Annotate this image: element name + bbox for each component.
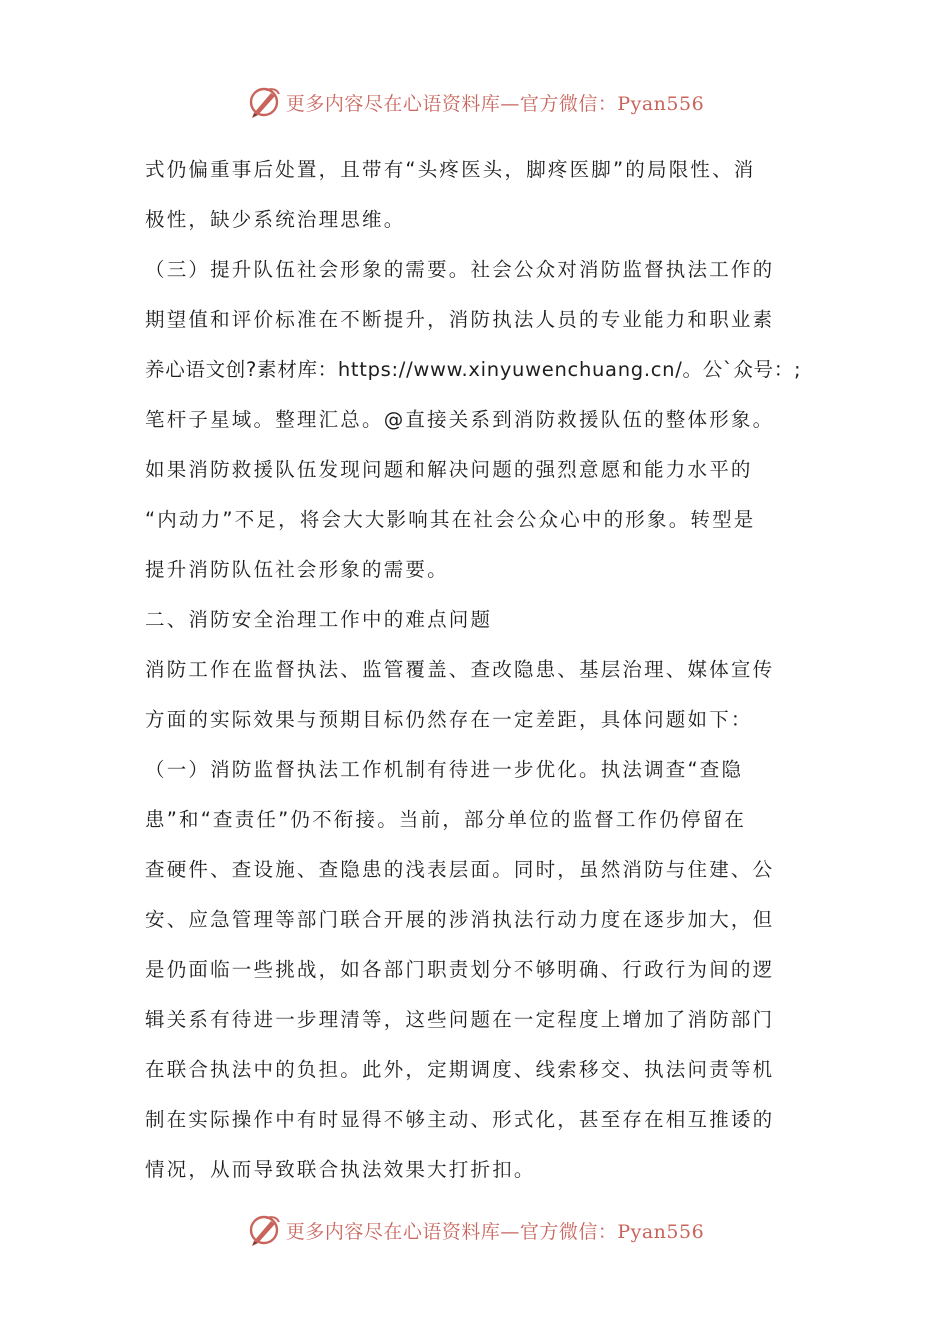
text-line: （一）消防监督执法工作机制有待进一步优化。执法调查“查隐 bbox=[145, 758, 744, 781]
text-line: 式仍偏重事后处置，且带有“头疼医头，脚疼医脚”的局限性、消 bbox=[145, 158, 756, 181]
text-line: 消防工作在监督执法、监管覆盖、查改隐患、基层治理、媒体宣传 bbox=[145, 658, 775, 681]
text-line: 患”和“查责任”仍不衔接。当前，部分单位的监督工作仍停留在 bbox=[145, 808, 747, 831]
text-line: 制在实际操作中有时显得不够主动、形式化，甚至存在相互推诿的 bbox=[145, 1108, 775, 1131]
pen-logo-icon bbox=[246, 84, 282, 120]
text-line: 笔杆子星域。整理汇总。@直接关系到消防救援队伍的整体形象。 bbox=[145, 408, 775, 431]
text-line: 极性，缺少系统治理思维。 bbox=[145, 208, 406, 231]
text-line: 方面的实际效果与预期目标仍然存在一定差距，具体问题如下： bbox=[145, 708, 753, 731]
footer-watermark-text: 更多内容尽在心语资料库—官方微信：Pyan556 bbox=[285, 1220, 705, 1243]
text-line: 辑关系有待进一步理清等，这些问题在一定程度上增加了消防部门 bbox=[145, 1008, 775, 1031]
section-heading: 二、消防安全治理工作中的难点问题 bbox=[145, 608, 493, 631]
pen-logo-icon bbox=[246, 1212, 282, 1248]
text-line: 是仍面临一些挑战，如各部门职责划分不够明确、行政行为间的逻 bbox=[145, 958, 775, 981]
header-watermark bbox=[0, 80, 950, 124]
text-line: “内动力”不足，将会大大影响其在社会公众心中的形象。转型是 bbox=[145, 508, 756, 531]
text-line: 在联合执法中的负担。此外，定期调度、线索移交、执法问责等机 bbox=[145, 1058, 775, 1081]
footer-watermark bbox=[0, 1208, 950, 1252]
text-line: 提升消防队伍社会形象的需要。 bbox=[145, 558, 449, 581]
text-line: 情况，从而导致联合执法效果大打折扣。 bbox=[145, 1158, 536, 1181]
text-line: 期望值和评价标准在不断提升，消防执法人员的专业能力和职业素 bbox=[145, 308, 775, 331]
header-watermark-text: 更多内容尽在心语资料库—官方微信：Pyan556 bbox=[285, 92, 705, 115]
text-line: 如果消防救援队伍发现问题和解决问题的强烈意愿和能力水平的 bbox=[145, 458, 753, 481]
document-body bbox=[145, 148, 810, 1198]
text-line: 安、应急管理等部门联合开展的涉消执法行动力度在逐步加大，但 bbox=[145, 908, 775, 931]
text-line: （三）提升队伍社会形象的需要。社会公众对消防监督执法工作的 bbox=[145, 258, 775, 281]
text-line: 查硬件、查设施、查隐患的浅表层面。同时，虽然消防与住建、公 bbox=[145, 858, 775, 881]
text-line: 养心语文创?素材库：https://www.xinyuwenchuang.cn/。公`众号：; bbox=[145, 358, 802, 381]
